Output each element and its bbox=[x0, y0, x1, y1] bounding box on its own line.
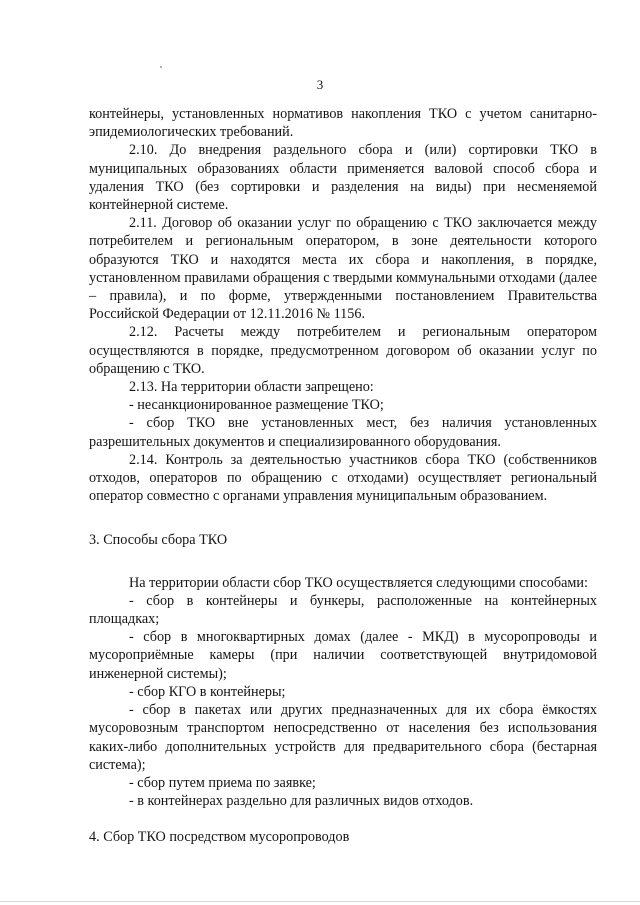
method-bags: - сбор в пакетах или других предназначенных для их сбора ёмкостях мусоровозным транспортом непосредственно от населения без использования каких-либо дополнительных устройств для предварительного сбора (бестарная система); bbox=[89, 702, 597, 773]
list-item-collection-outside: - сбор ТКО вне установленных мест, без наличия установленных разрешительных документов и специализированного оборудования. bbox=[89, 415, 597, 450]
method-garbage-chutes: - сбор в многоквартирных домах (далее - МКД) в мусоропроводы и мусороприёмные камеры (при наличии соответствующей внутридомовой инженерной системы); bbox=[89, 629, 597, 682]
clause-2-10: 2.10. До внедрения раздельного сбора и (или) сортировки ТКО в муниципальных образованиях области применяется валовой способ сбора и удаления ТКО (без сортировки и разделения на виды) при несменяемой контейнерной системе. bbox=[89, 142, 597, 214]
clause-2-13: 2.13. На территории области запрещено: bbox=[129, 379, 374, 396]
method-separate: - в контейнерах раздельно для различных видов отходов. bbox=[129, 793, 474, 810]
method-kgo: - сбор КГО в контейнеры; bbox=[129, 683, 286, 700]
section-3-intro: На территории области сбор ТКО осуществляется следующими способами: bbox=[129, 574, 588, 591]
clause-2-12: 2.12. Расчеты между потребителем и региональным оператором осуществляются в порядке, предусмотренном договором об оказании услуг по обращению с ТКО. bbox=[89, 324, 597, 377]
list-item-unsanctioned: - несанкционированное размещение ТКО; bbox=[129, 397, 384, 414]
section-4-heading: 4. Сбор ТКО посредством мусоропроводов bbox=[89, 829, 350, 846]
scan-speck bbox=[160, 66, 162, 68]
clause-2-11: 2.11. Договор об оказании услуг по обращению с ТКО заключается между потребителем и региональным оператором, в зоне деятельности которого образуются ТКО и находятся места их сбора и накопления, в порядке, установленном правилами обращения с твердыми коммунальными отходами (далее – правила), и по форме, утвержденными постановлением Правительства Российской Федерации от 12.11.2016 № 1156. bbox=[89, 215, 597, 323]
clause-2-14: 2.14. Контроль за деятельностью участников сбора ТКО (собственников отходов, операторов по обращению с отходами) осуществляет региональный оператор совместно с органами управления муниципальным образованием. bbox=[89, 451, 597, 505]
method-on-request: - сбор путем приема по заявке; bbox=[129, 774, 316, 791]
scan-bottom-edge bbox=[0, 901, 640, 902]
paragraph-continuation: контейнеры, установленных нормативов накопления ТКО с учетом санитарно-эпидемиологических требований. bbox=[89, 106, 597, 141]
page-number: 3 bbox=[316, 77, 324, 92]
document-body bbox=[89, 105, 597, 847]
method-containers: - сбор в контейнеры и бункеры, расположенные на контейнерных площадках; bbox=[89, 592, 597, 628]
section-3-heading: 3. Способы сбора ТКО bbox=[89, 532, 228, 549]
